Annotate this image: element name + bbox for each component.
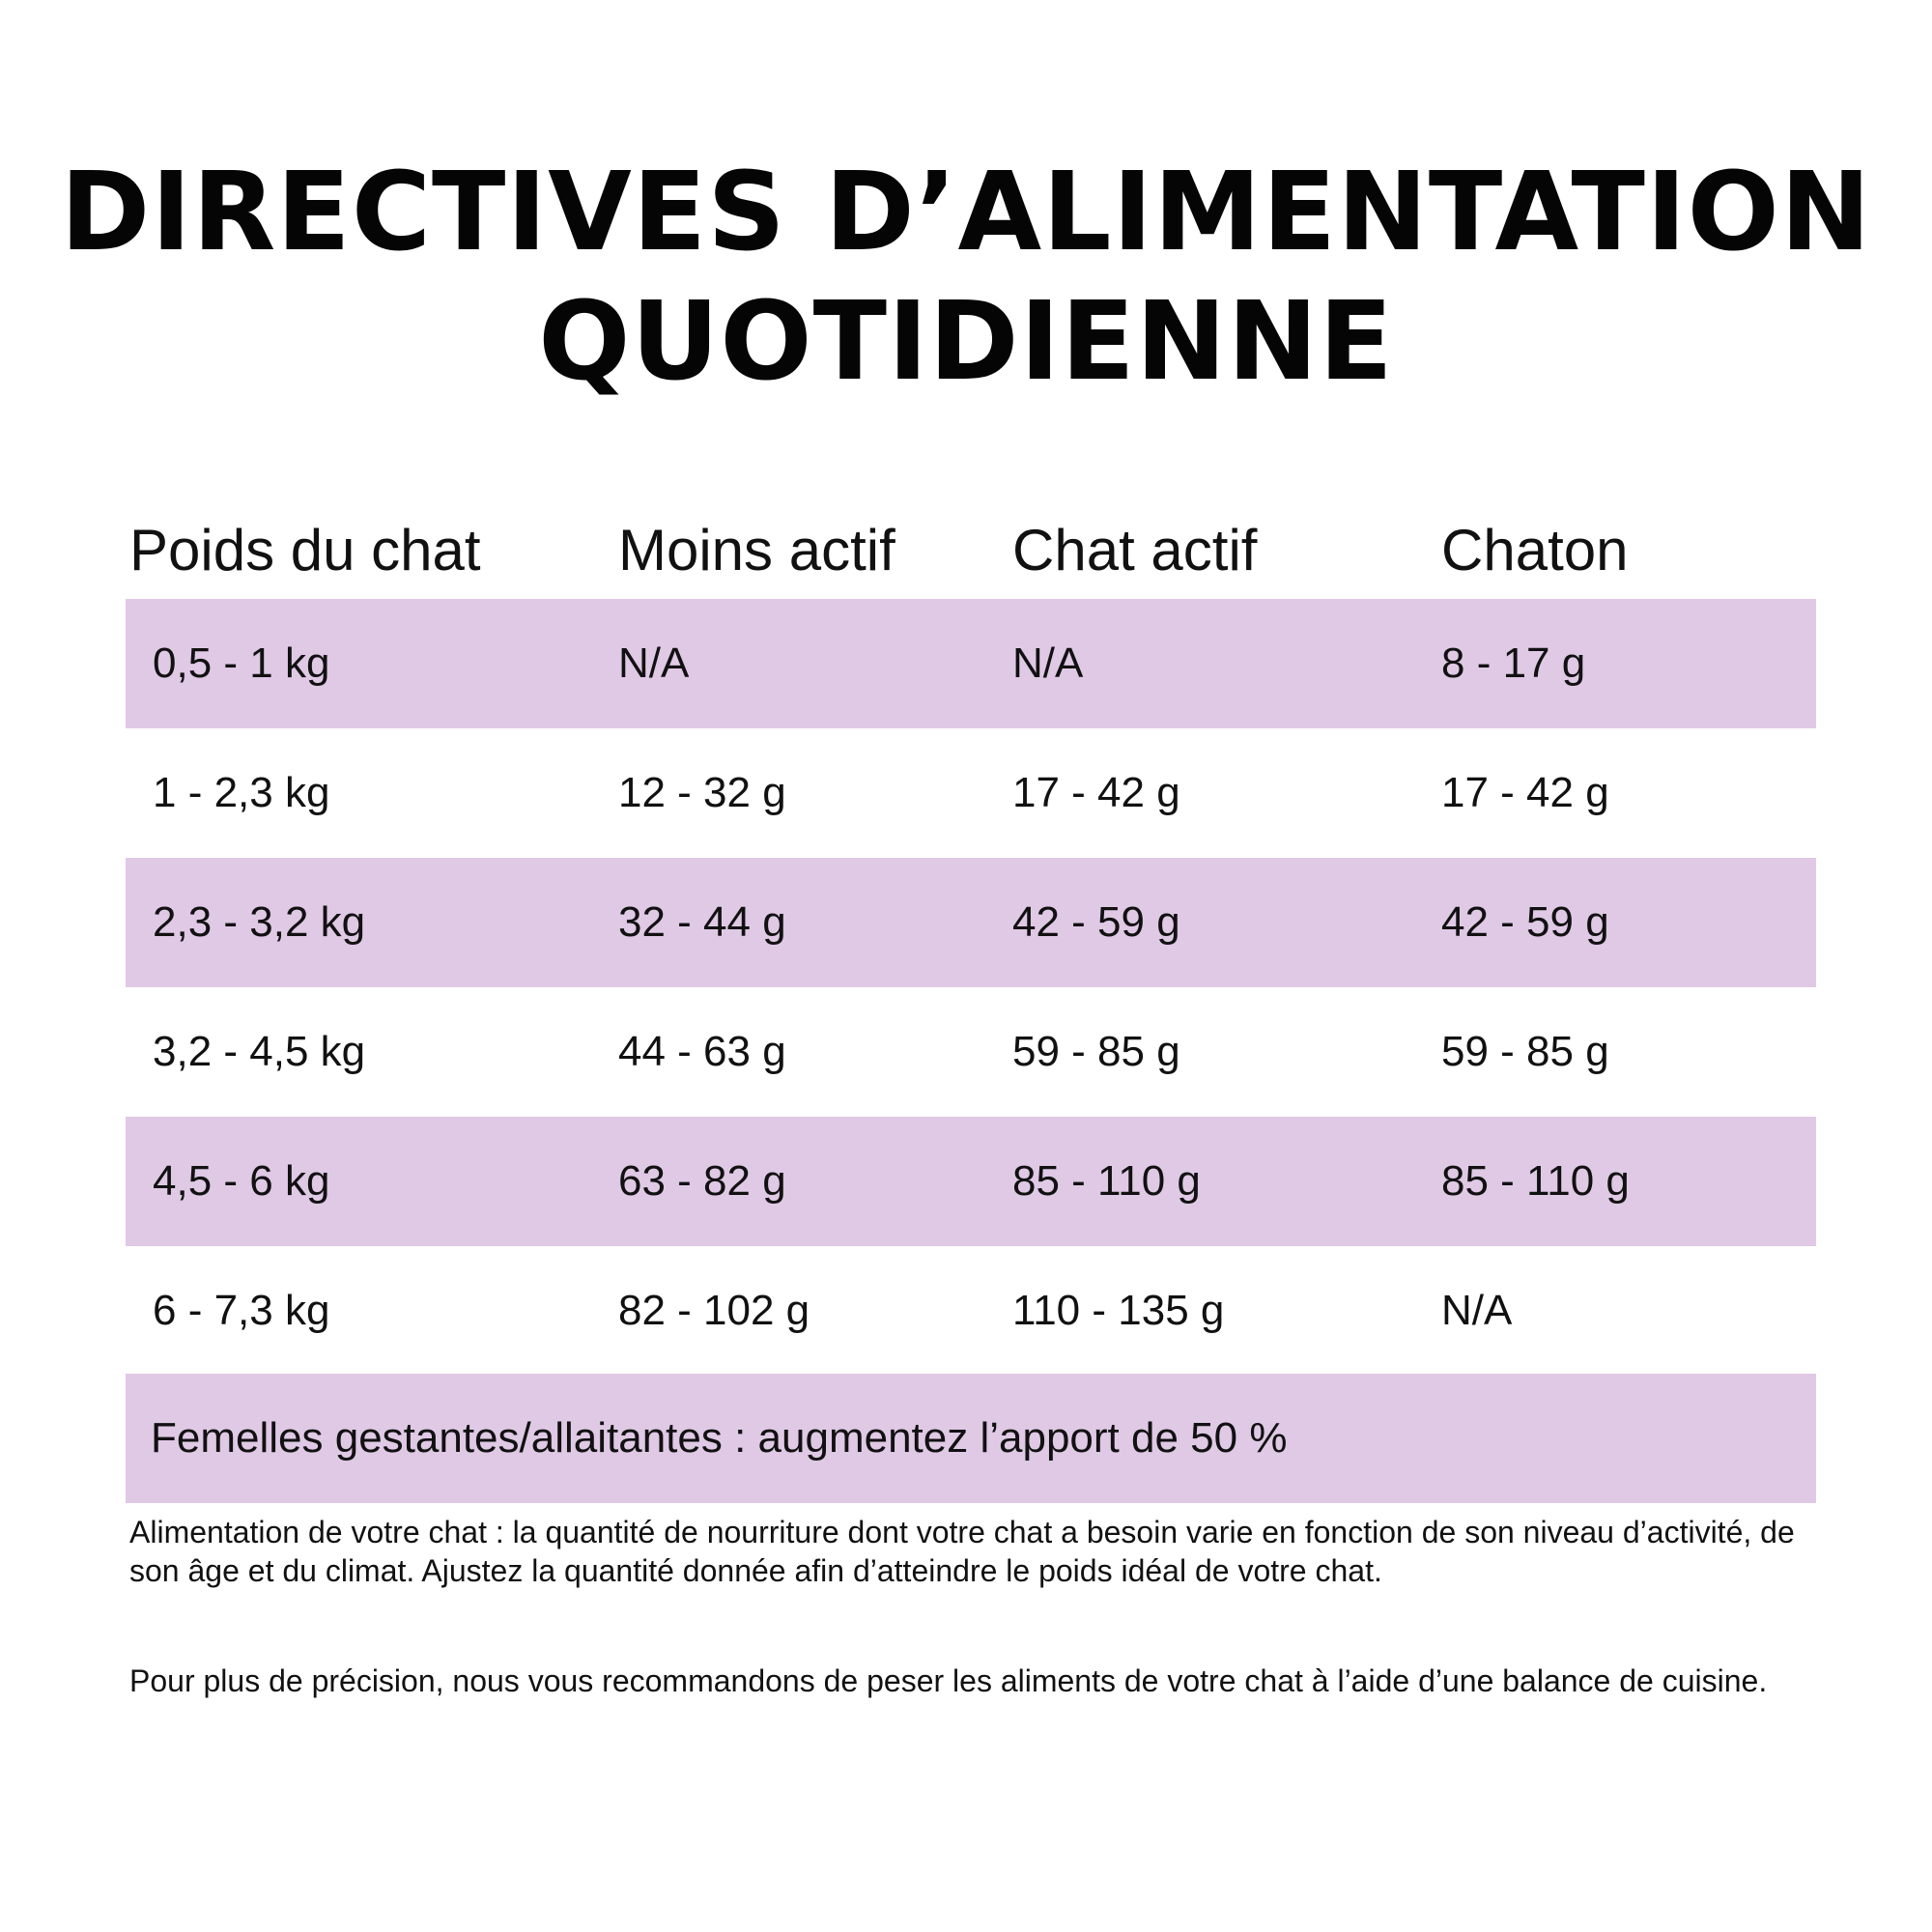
cell-kitten: 59 - 85 g [1441, 1028, 1609, 1075]
cell-active: 59 - 85 g [1012, 1028, 1180, 1075]
cell-active: N/A [1012, 639, 1084, 687]
cell-less-active: 44 - 63 g [618, 1028, 786, 1075]
cell-active: 110 - 135 g [1012, 1287, 1225, 1334]
cell-kitten: N/A [1441, 1287, 1513, 1334]
cell-active: 17 - 42 g [1012, 769, 1180, 816]
cell-kitten: 42 - 59 g [1441, 898, 1609, 946]
cell-kitten: 8 - 17 g [1441, 639, 1586, 687]
table-row [126, 1246, 1816, 1376]
cell-weight: 6 - 7,3 kg [153, 1287, 330, 1334]
cell-less-active: 82 - 102 g [618, 1287, 810, 1334]
cell-weight: 2,3 - 3,2 kg [153, 898, 366, 946]
table-row [126, 728, 1816, 858]
header-less-active: Moins actif [618, 518, 895, 582]
page-title-line-1: DIRECTIVES D’ALIMENTATION [60, 150, 1872, 275]
cell-less-active: N/A [618, 639, 690, 687]
feeding-info-paragraph: Alimentation de votre chat : la quantité de nourriture dont votre chat a besoin varie en fonction de son niveau d’activité, de son âge et du climat. Ajustez la quantité donnée afin d’atteindre le poids idéal de votre chat. [129, 1515, 1795, 1588]
table-row [126, 599, 1816, 728]
page-title-line-2: QUOTIDIENNE [538, 279, 1394, 405]
pregnant-nursing-note: Femelles gestantes/allaitantes : augmentez l’apport de 50 % [151, 1414, 1288, 1462]
cell-weight: 0,5 - 1 kg [153, 639, 330, 687]
header-kitten: Chaton [1441, 518, 1629, 582]
table-header [0, 512, 1932, 589]
header-active-cat: Chat actif [1012, 518, 1258, 582]
cell-active: 85 - 110 g [1012, 1157, 1201, 1205]
table-row [126, 858, 1816, 987]
table-row [126, 1117, 1816, 1246]
cell-weight: 4,5 - 6 kg [153, 1157, 330, 1205]
header-cat-weight: Poids du chat [129, 518, 481, 582]
pregnant-nursing-note-row [126, 1374, 1816, 1503]
cell-less-active: 32 - 44 g [618, 898, 786, 946]
cell-less-active: 63 - 82 g [618, 1157, 786, 1205]
cell-kitten: 85 - 110 g [1441, 1157, 1630, 1205]
cell-weight: 3,2 - 4,5 kg [153, 1028, 366, 1075]
precision-tip-paragraph: Pour plus de précision, nous vous recommandons de peser les aliments de votre chat à l’aide d’une balance de cuisine. [129, 1663, 1768, 1698]
cell-less-active: 12 - 32 g [618, 769, 786, 816]
cell-kitten: 17 - 42 g [1441, 769, 1609, 816]
cell-active: 42 - 59 g [1012, 898, 1180, 946]
cell-weight: 1 - 2,3 kg [153, 769, 330, 816]
table-row [126, 987, 1816, 1117]
